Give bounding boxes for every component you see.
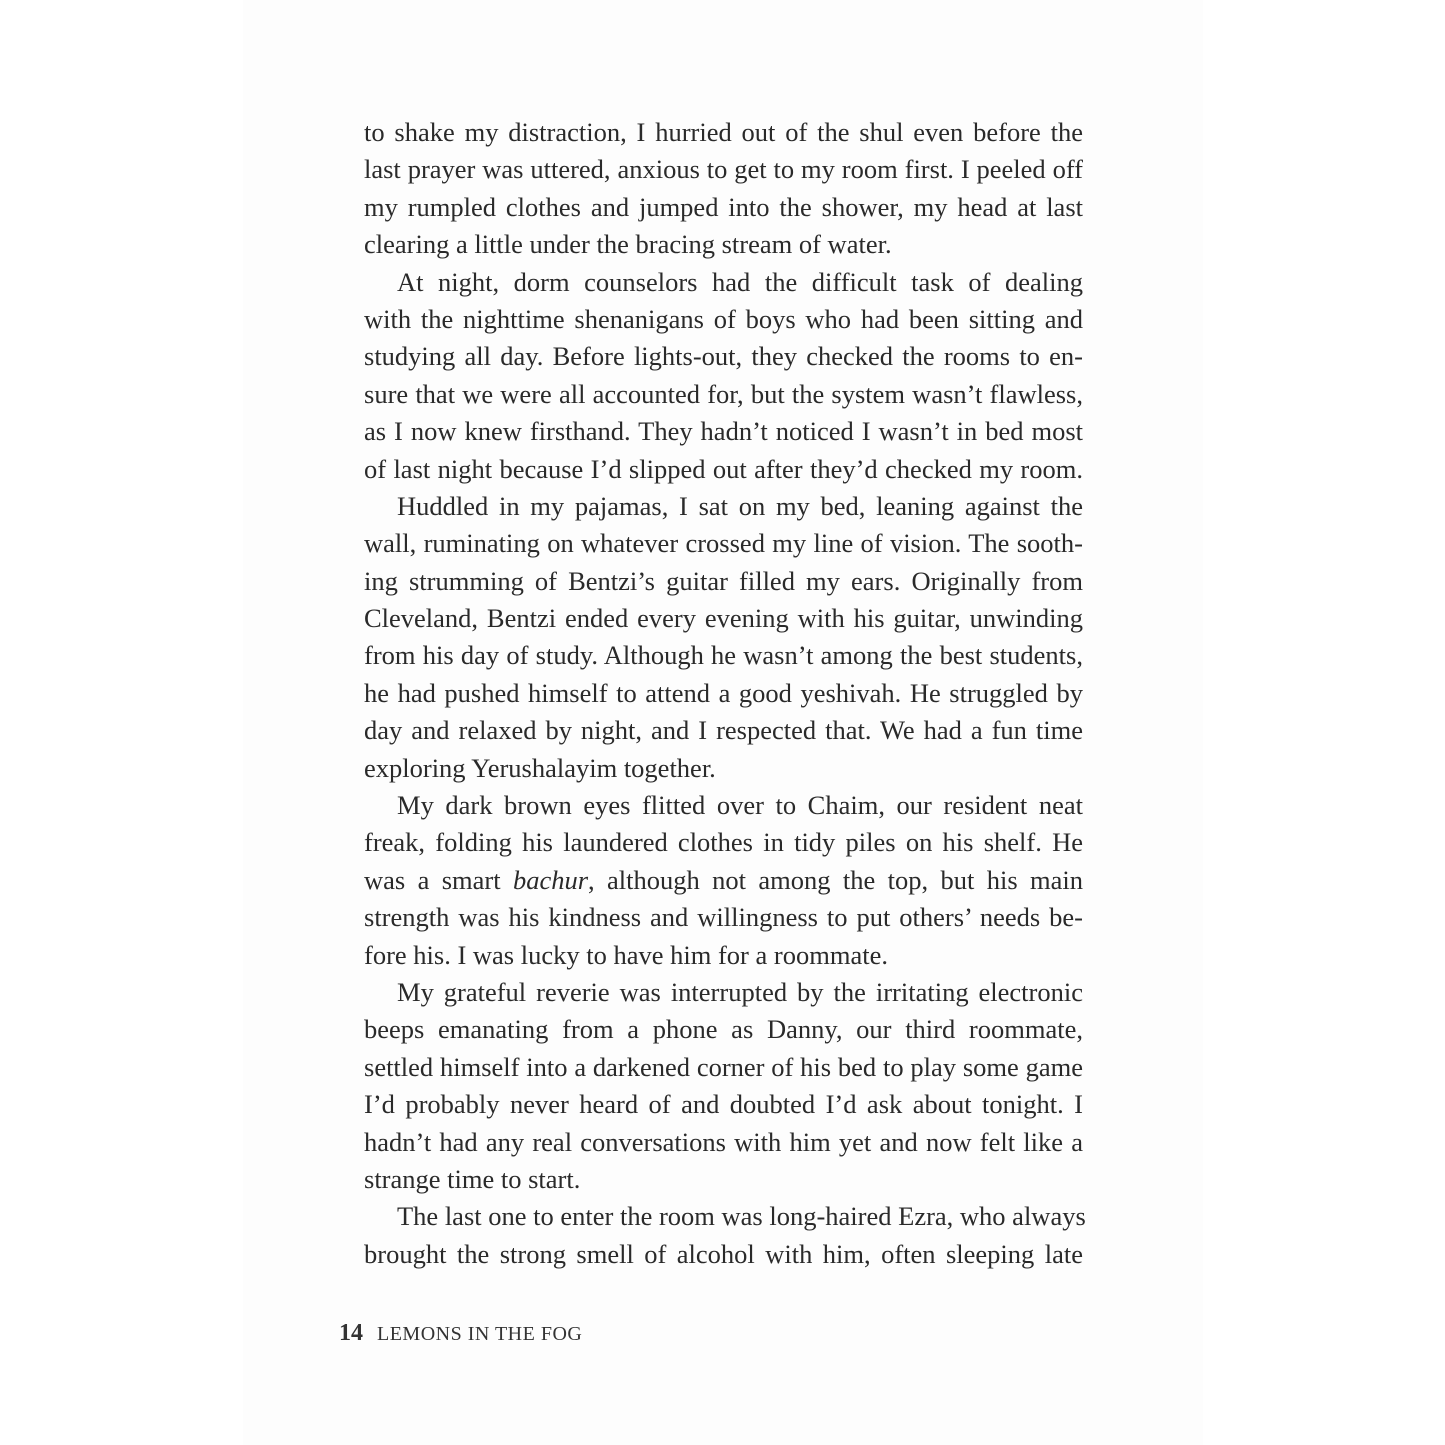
text-line: last prayer was uttered, anxious to get to my room first. I peeled off bbox=[364, 154, 1083, 185]
text-line: with the nighttime shenanigans of boys who had been sitting and bbox=[364, 303, 1083, 334]
text-line: The last one to enter the room was long-haired Ezra, who always bbox=[397, 1201, 1086, 1232]
text-fragment: , although not among the top, but his main bbox=[588, 864, 1083, 895]
italic-term: bachur bbox=[512, 864, 589, 895]
running-title: LEMONS IN THE FOG bbox=[377, 1323, 583, 1345]
text-line: wall, ruminating on whatever crossed my line of vision. The sooth- bbox=[364, 528, 1083, 559]
text-line: settled himself into a darkened corner of his bed to play some game bbox=[364, 1051, 1083, 1082]
page-footer bbox=[339, 1320, 582, 1347]
text-line: fore his. I was lucky to have him for a roommate. bbox=[364, 939, 888, 970]
text-line: from his day of study. Although he wasn’t among the best students, bbox=[364, 640, 1083, 671]
text-line: Cleveland, Bentzi ended every evening with his guitar, unwinding bbox=[364, 603, 1083, 634]
text-line-with-italic bbox=[364, 862, 1083, 899]
text-line: exploring Yerushalayim together. bbox=[364, 752, 716, 783]
text-line: as I now knew firsthand. They hadn’t noticed I wasn’t in bed most bbox=[364, 416, 1083, 447]
text-line: My grateful reverie was interrupted by the irritating electronic bbox=[397, 976, 1083, 1007]
text-line: strange time to start. bbox=[364, 1163, 581, 1194]
text-line: brought the strong smell of alcohol with him, often sleeping late bbox=[364, 1238, 1083, 1269]
text-line: Huddled in my pajamas, I sat on my bed, leaning against the bbox=[397, 490, 1083, 521]
text-line: clearing a little under the bracing stream of water. bbox=[364, 229, 892, 260]
text-line: At night, dorm counselors had the difficult task of dealing bbox=[397, 266, 1083, 297]
text-line: my rumpled clothes and jumped into the shower, my head at last bbox=[364, 191, 1083, 222]
text-fragment: was a smart bbox=[364, 864, 513, 895]
text-line: hadn’t had any real conversations with him yet and now felt like a bbox=[364, 1126, 1083, 1157]
text-line: strength was his kindness and willingness to put others’ needs be- bbox=[364, 902, 1083, 933]
body-text bbox=[364, 114, 1086, 1273]
text-line: ing strumming of Bentzi’s guitar filled my ears. Originally from bbox=[364, 565, 1083, 596]
text-line: to shake my distraction, I hurried out of the shul even before the bbox=[364, 117, 1083, 147]
text-line: of last night because I’d slipped out after they’d checked my room. bbox=[364, 453, 1083, 484]
text-line: studying all day. Before lights-out, they checked the rooms to en- bbox=[364, 341, 1083, 372]
page-number: 14 bbox=[339, 1320, 363, 1346]
text-line: I’d probably never heard of and doubted I’d ask about tonight. I bbox=[364, 1089, 1083, 1120]
text-line: freak, folding his laundered clothes in tidy piles on his shelf. He bbox=[364, 827, 1083, 858]
text-line: My dark brown eyes flitted over to Chaim, our resident neat bbox=[397, 790, 1083, 821]
text-line: he had pushed himself to attend a good yeshivah. He struggled by bbox=[364, 677, 1083, 708]
text-line: beeps emanating from a phone as Danny, our third roommate, bbox=[364, 1014, 1083, 1045]
text-line: day and relaxed by night, and I respected that. We had a fun time bbox=[364, 715, 1083, 746]
text-line: sure that we were all accounted for, but the system wasn’t flawless, bbox=[364, 378, 1083, 409]
